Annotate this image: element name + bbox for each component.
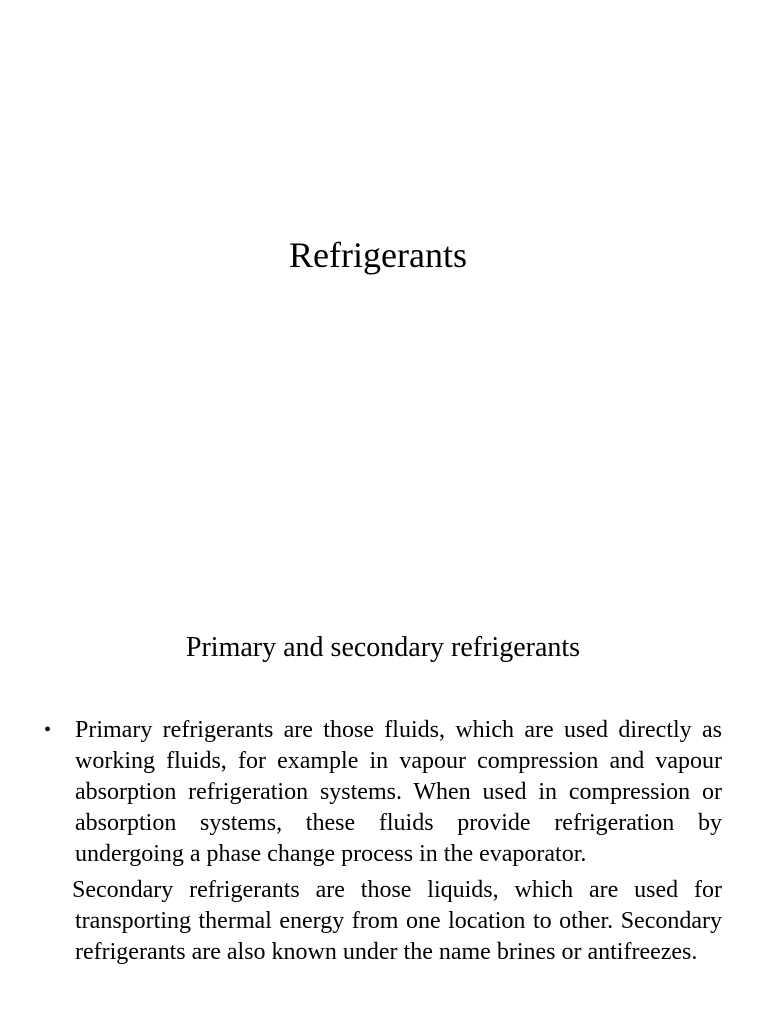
bullet-item-primary (44, 715, 722, 870)
bullet-text: Primary refrigerants are those fluids, which are used directly as working fluids, for example in vapour compression and vapour absorption refrigeration systems. When used in compression or absorption systems, these fluids provide refrigeration by undergoing a phase change process in the evaporator. (75, 717, 722, 867)
bullet-dot-icon: • (44, 719, 52, 741)
slide-title: Refrigerants (289, 235, 467, 275)
paragraph-secondary: Secondary refrigerants are those liquids, which are used for transporting thermal energy from one location to other. Secondary refrigerants are also known under the name brines or antifreezes. (72, 877, 722, 965)
body-text (44, 715, 722, 968)
section-heading: Primary and secondary refrigerants (185, 632, 581, 663)
